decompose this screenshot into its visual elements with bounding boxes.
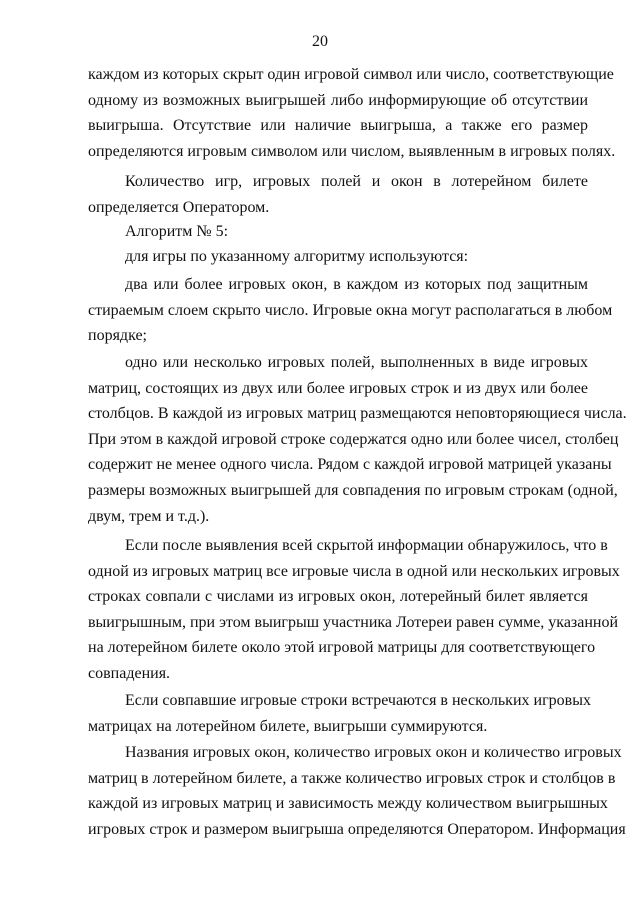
text-line: выигрышным, при этом выигрыш участника Лотереи равен сумме, указанной: [88, 613, 619, 631]
text-line: игровых строк и размером выигрыша определяются Оператором. Информация: [88, 820, 626, 838]
text-line: матрицах на лотерейном билете, выигрыши суммируются.: [88, 717, 488, 735]
text-line: столбцов. В каждой из игровых матриц размещаются неповторяющиеся числа.: [88, 405, 627, 423]
paragraph-2: [88, 169, 588, 220]
paragraph-6: [88, 350, 627, 529]
text-line: для игры по указанному алгоритму используются:: [125, 248, 469, 265]
text-line: Алгоритм № 5:: [125, 223, 229, 240]
text-line: совпадения.: [88, 664, 171, 682]
text-line: стираемым слоем скрыто число. Игровые окна могут располагаться в любом: [88, 301, 613, 319]
text-line: каждой из игровых матриц и зависимость между количеством выигрышных: [88, 795, 608, 813]
text-line: Если после выявления всей скрытой информации обнаружилось, что в: [125, 537, 608, 554]
text-line: Количество игр, игровых полей и окон в лотерейном билете: [125, 173, 588, 190]
text-line: порядке;: [88, 327, 147, 345]
text-line: Если совпавшие игровые строки встречаются в нескольких игровых: [125, 692, 591, 709]
text-line: матриц в лотерейном билете, а также количество игровых строк и столбцов в: [88, 769, 616, 787]
text-line: одно или несколько игровых полей, выполненных в виде игровых: [125, 354, 588, 371]
text-line: одному из возможных выигрышей либо информирующие об отсутствии: [88, 91, 588, 109]
text-line: строках совпали с числами из игровых окон, лотерейный билет является: [88, 588, 588, 606]
paragraph-9: [88, 740, 626, 842]
text-line: определяется Оператором.: [88, 198, 270, 216]
paragraph-5: [88, 272, 613, 349]
text-line: При этом в каждой игровой строке содержатся одно или более чисел, столбец: [88, 430, 619, 448]
text-line: определяются игровым символом или числом, выявленным в игровых полях.: [88, 142, 616, 160]
text-line: Названия игровых окон, количество игровых окон и количество игровых: [125, 744, 622, 761]
algorithm-heading: [88, 219, 588, 245]
paragraph-7: [88, 533, 620, 687]
paragraph-8: [88, 688, 591, 739]
text-line: двум, трем и т.д.).: [88, 507, 210, 525]
text-line: одной из игровых матриц все игровые числа в одной или нескольких игровых: [88, 562, 620, 580]
paragraph-1: [88, 62, 616, 164]
paragraph-4: [88, 244, 588, 270]
text-line: каждом из которых скрыт один игровой символ или число, соответствующие: [88, 66, 614, 83]
text-line: матриц, состоящих из двух или более игровых строк и из двух или более: [88, 379, 588, 397]
text-line: содержит не менее одного числа. Рядом с каждой игровой матрицей указаны: [88, 456, 612, 474]
text-line: на лотерейном билете около этой игровой матрицы для соответствующего: [88, 639, 596, 657]
page-number: 20: [312, 33, 328, 50]
text-line: выигрыша. Отсутствие или наличие выигрыша, а также его размер: [88, 117, 588, 135]
text-line: два или более игровых окон, в каждом из которых под защитным: [125, 276, 588, 293]
text-line: размеры возможных выигрышей для совпадения по игровым строкам (одной,: [88, 481, 618, 499]
